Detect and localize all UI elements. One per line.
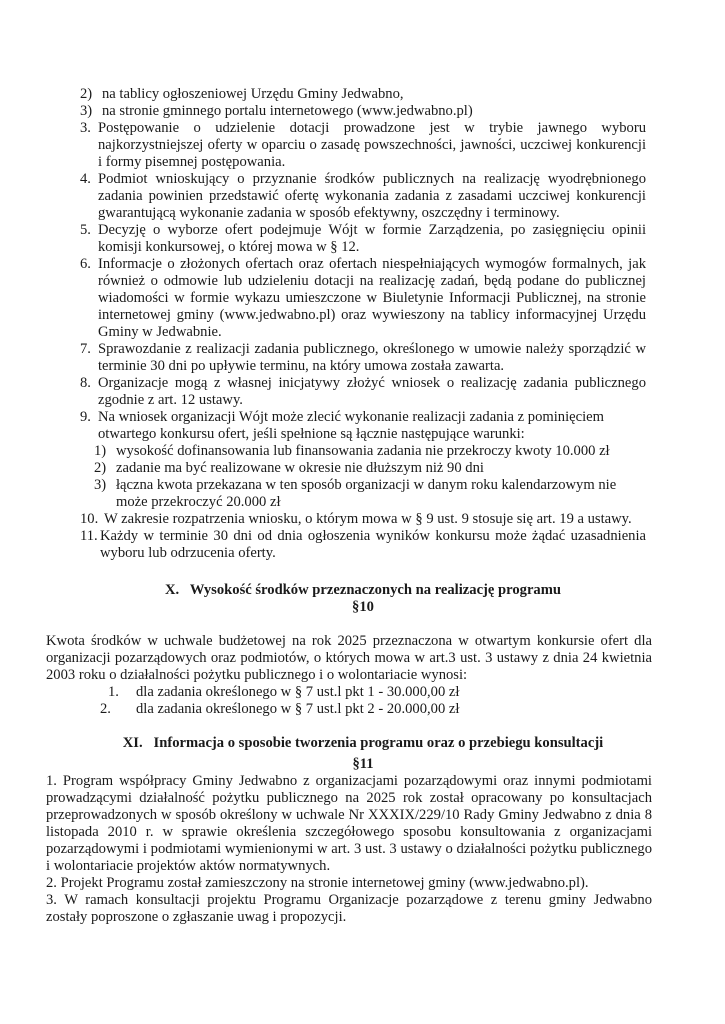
list-item (80, 222, 646, 256)
list-text: Sprawozdanie z realizacji zadania publicznego, określonego w umowie należy sporządzić w terminie 30 dni po upływie terminu, na który umowa została zawarta. (98, 341, 646, 374)
list-number: 10. (80, 511, 99, 527)
list-number: 8. (80, 375, 91, 391)
paragraph-symbol: §10 (352, 599, 374, 615)
paragraph-symbol: §11 (352, 756, 374, 772)
list-number: 2) (80, 86, 93, 102)
section-paragraph: 2. Projekt Programu został zamieszczony na stronie internetowej gminy (www.jedwabno.pl). (46, 875, 589, 891)
list-number: 3) (94, 477, 107, 493)
document-page (46, 86, 652, 926)
list-item (80, 256, 646, 341)
list-text: Postępowanie o udzielenie dotacji prowadzone jest w trybie jawnego wyboru najkorzystniejszej oferty w oparciu o zasadę powszechności, jawności, uczciwej konkurencji i formy pisemnej postępowania. (98, 120, 646, 170)
list-number: 5. (80, 222, 91, 238)
list-text: łączna kwota przekazana w ten sposób organizacji w danym roku kalendarzowym nie może przekroczyć 20.000 zł (116, 477, 617, 510)
amount-item (108, 684, 646, 701)
condition-item (94, 460, 646, 477)
list-item (80, 120, 646, 171)
list-text: Każdy w terminie 30 dni od dnia ogłoszenia wyników konkursu może żądać uzasadnienia wyboru lub odrzucenia oferty. (100, 528, 646, 561)
section-paragraph: 3. W ramach konsultacji projektu Programu Organizacje pozarządowe z terenu gminy Jedwabno zostały poproszone o zgłaszanie uwag i propozycji. (46, 892, 652, 925)
list-number: 6. (80, 256, 91, 272)
list-text: na stronie gminnego portalu internetowego (www.jedwabno.pl) (102, 103, 473, 119)
list-item (80, 171, 646, 222)
list-text: W zakresie rozpatrzenia wniosku, o którym mowa w § 9 ust. 9 stosuje się art. 19 a ustawy. (104, 511, 632, 527)
list-text: Decyzję o wyborze ofert podejmuje Wójt w formie Zarządzenia, po zasięgnięciu opinii komisji konkursowej, o której mowa w § 12. (98, 222, 646, 255)
list-text: Podmiot wnioskujący o przyznanie środków publicznych na realizację wyodrębnionego zadania powinien przedstawić ofertę wykonania zadania z zasadami uczciwej konkurencji gwarantującą wykonanie zadania w sposób efektywny, oszczędny i terminowy. (98, 171, 646, 221)
list-text: na tablicy ogłoszeniowej Urzędu Gminy Jedwabno, (102, 86, 404, 102)
section-heading: X. Wysokość środków przeznaczonych na realizację programu (164, 582, 562, 598)
list-number: 3. (80, 120, 91, 136)
condition-item (94, 443, 646, 460)
list-number: 11. (80, 528, 98, 544)
list-number: 7. (80, 341, 91, 357)
list-text: dla zadania określonego w § 7 ust.l pkt 1 - 30.000,00 zł (136, 684, 460, 700)
list-item (80, 341, 646, 375)
list-text: Organizacje mogą z własnej inicjatywy złożyć wniosek o realizację zadania publicznego zgodnie z art. 12 ustawy. (98, 375, 646, 408)
list-item (80, 103, 646, 120)
list-text: Na wniosek organizacji Wójt może zlecić wykonanie realizacji zadania z pominięciem otwartego konkursu ofert, jeśli spełnione są łącznie następujące warunki: (98, 409, 604, 442)
section-heading: XI. Informacja o sposobie tworzenia programu oraz o przebiegu konsultacji (122, 735, 604, 751)
list-text: dla zadania określonego w § 7 ust.l pkt 2 - 20.000,00 zł (136, 701, 460, 717)
list-item (80, 86, 646, 103)
list-text: Informacje o złożonych ofertach oraz ofertach niespełniających wymogów formalnych, jak również o odmowie lub udzieleniu dotacji na realizację zadań, będą podane do publicznej wiadomości w formie wykazu umieszczone w Biuletynie Informacji Publicznej, na stronie internetowej gminy (www.jedwabno.pl) oraz wywieszony na tablicy informacyjnej Urzędu Gminy w Jedwabnie. (98, 256, 646, 340)
list-item (80, 375, 646, 409)
list-number: 1. (108, 684, 119, 700)
section-paragraph: Kwota środków w uchwale budżetowej na rok 2025 przeznaczona w otwartym konkursie ofert dla organizacji pozarządowych oraz podmiotów, o których mowa w art.3 ust. 3 ustawy z dnia 24 kwietnia 2003 roku o działalności pożytku publicznego i o wolontariacie wynosi: (46, 633, 652, 683)
section-paragraph: 1. Program współpracy Gminy Jedwabno z organizacjami pozarządowymi oraz innymi podmiotami prowadzącymi działalność pożytku publicznego na 2025 rok został opracowany po konsultacjach przeprowadzonych w sposób określony w uchwale Nr XXXIX/229/10 Rady Gminy Jedwabno z dnia 8 listopada 2010 r. w sprawie określenia szczegółowego sposobu konsultowania z organizacjami pozarządowymi i podmiotami wymienionymi w art. 3 ust. 3 ustawy o działalności pożytku publicznego i wolontariacie projektów aktów normatywnych. (46, 773, 652, 874)
list-number: 3) (80, 103, 93, 119)
list-number: 2. (100, 701, 111, 717)
list-text: zadanie ma być realizowane w okresie nie dłuższym niż 90 dni (116, 460, 484, 476)
list-number: 9. (80, 409, 91, 425)
condition-item (94, 477, 646, 511)
list-item (80, 528, 646, 562)
list-item (80, 511, 646, 528)
list-item (80, 409, 646, 443)
amount-item (100, 701, 646, 718)
list-text: wysokość dofinansowania lub finansowania zadania nie przekroczy kwoty 10.000 zł (116, 443, 610, 459)
list-number: 2) (94, 460, 107, 476)
list-number: 1) (94, 443, 107, 459)
list-number: 4. (80, 171, 91, 187)
